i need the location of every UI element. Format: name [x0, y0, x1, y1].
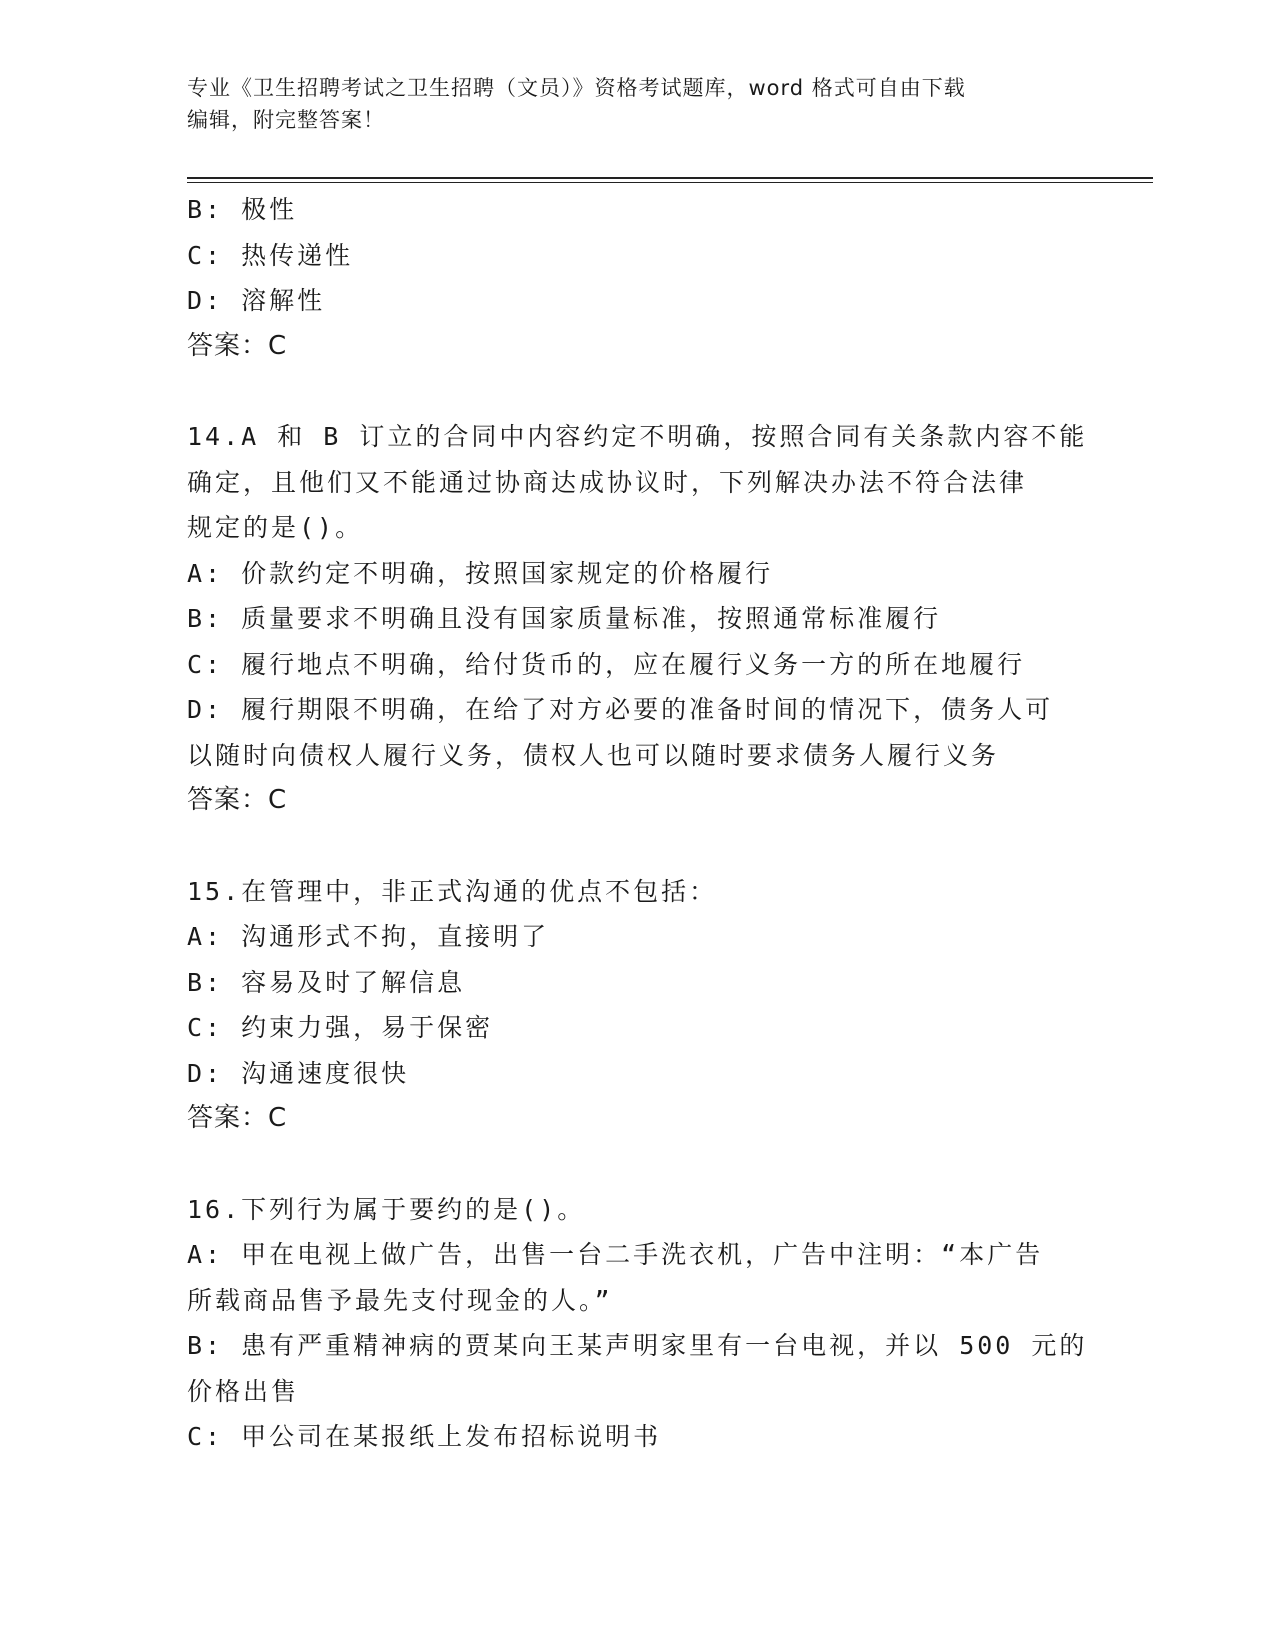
- question-spacer: [187, 824, 1067, 869]
- question-13: [187, 187, 1067, 369]
- q13-option-c: C: 热传递性: [187, 240, 354, 270]
- q14-stem-line-3: 规定的是()。: [187, 513, 364, 542]
- q16-option-b-line-1: B: 患有严重精神病的贾某向王某声明家里有一台电视，并以 500 元的: [187, 1331, 1088, 1360]
- page-header: [187, 72, 1087, 136]
- question-spacer: [187, 369, 1067, 414]
- question-spacer: [187, 1142, 1067, 1187]
- q14-answer: 答案：C: [187, 785, 288, 815]
- q14-option-d-line-2: 以随时向债权人履行义务，债权人也可以随时要求债务人履行义务: [187, 740, 1000, 770]
- q13-answer: 答案：C: [187, 330, 288, 361]
- q16-option-a-line-1: A: 甲在电视上做广告，出售一台二手洗衣机，广告中注明：“本广告: [187, 1240, 1044, 1269]
- q15-option-a: A: 沟通形式不拘，直接明了: [187, 922, 550, 951]
- q15-option-d: D: 沟通速度很快: [187, 1058, 410, 1088]
- q14-option-c: C: 履行地点不明确，给付货币的，应在履行义务一方的所在地履行: [187, 649, 1026, 679]
- q13-option-d: D: 溶解性: [187, 286, 326, 315]
- q14-stem-line-2: 确定，且他们又不能通过协商达成协议时，下列解决办法不符合法律: [187, 467, 1028, 497]
- q15-option-b: B: 容易及时了解信息: [187, 967, 466, 997]
- question-16: [187, 1187, 1088, 1460]
- q16-stem: 16.下列行为属于要约的是()。: [187, 1194, 586, 1224]
- q16-option-a-line-2: 所载商品售予最先支付现金的人。”: [187, 1285, 613, 1315]
- question-15: [187, 869, 1067, 1142]
- q14-option-a: A: 价款约定不明确，按照国家规定的价格履行: [187, 558, 774, 588]
- q14-option-b: B: 质量要求不明确且没有国家质量标准，按照通常标准履行: [187, 604, 942, 633]
- header-divider-thin: [187, 182, 1153, 183]
- header-divider-thick: [187, 177, 1153, 179]
- q15-option-c: C: 约束力强，易于保密: [187, 1013, 494, 1042]
- q16-option-c: C: 甲公司在某报纸上发布招标说明书: [187, 1422, 662, 1451]
- q15-answer: 答案：C: [187, 1103, 288, 1133]
- q14-stem-line-1: 14.A 和 B 订立的合同中内容约定不明确，按照合同有关条款内容不能: [187, 422, 1088, 451]
- header-line-2: 编辑，附完整答案！: [187, 108, 385, 132]
- header-line-1: 专业《卫生招聘考试之卫生招聘（文员）》资格考试题库，word 格式可自由下载: [187, 76, 966, 100]
- q14-option-d-line-1: D: 履行期限不明确，在给了对方必要的准备时间的情况下，债务人可: [187, 695, 1054, 724]
- q15-stem: 15.在管理中，非正式沟通的优点不包括：: [187, 876, 718, 906]
- q16-option-b-line-2: 价格出售: [187, 1376, 300, 1406]
- question-list: [187, 187, 1088, 1460]
- q13-option-b: B: 极性: [187, 195, 298, 224]
- question-14: [187, 414, 1088, 824]
